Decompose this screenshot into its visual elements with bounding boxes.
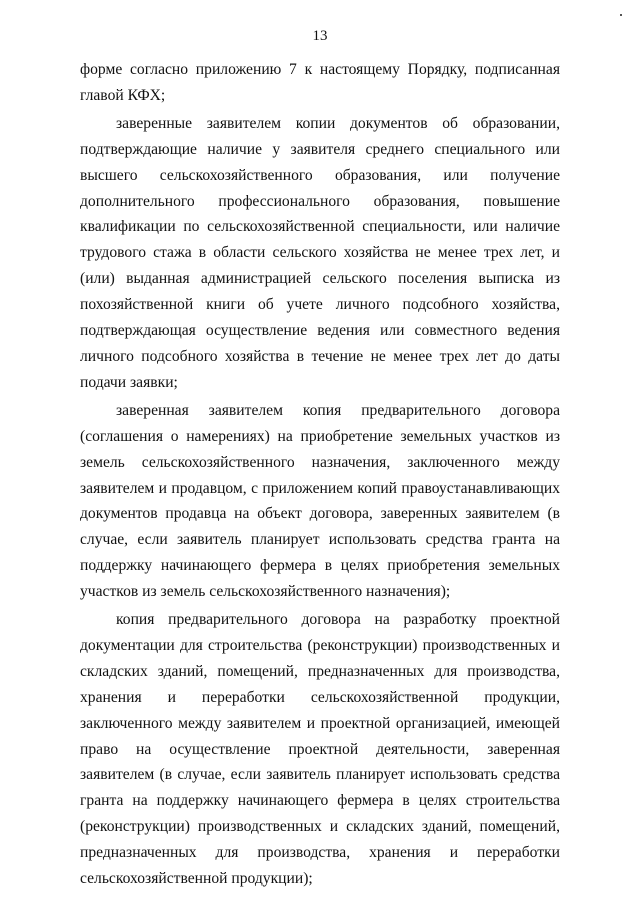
scan-speck xyxy=(620,14,622,16)
paragraph-signed-form: форме согласно приложению 7 к настоящему Порядку, подписанная главой КФХ; xyxy=(80,61,560,104)
paragraph-design-documentation-agreement: копия предварительного договора на разработку проектной документации для строительства (реконструкции) производственных и складских зданий, помещений, предназначенных для производства, хранения и переработки сельскохозяйственной продукции, заключенного между заявителем и проектной организацией, имеющей право на осуществление проектной деятельности, заверенная заявителем (в случае, если заявитель планирует использовать средства гранта на поддержку начинающего фермера в целях строительства (реконструкции) производственных и складских зданий, помещений, предназначенных для производства, хранения и переработки сельскохозяйственной продукции); xyxy=(80,611,560,888)
document-body xyxy=(80,57,560,892)
paragraph-land-purchase-agreement: заверенная заявителем копия предварительного договора (соглашения о намерениях) на приобретение земельных участков из земель сельскохозяйственного назначения, заключенного между заявителем и продавцом, с приложением копий правоустанавливающих документов продавца на объект договора, заверенных заявителем (в случае, если заявитель планирует использовать средства гранта на поддержку начинающего фермера в целях приобретения земельных участков из земель сельскохозяйственного назначения); xyxy=(80,401,560,601)
page-number: 13 xyxy=(312,28,328,44)
paragraph-education-documents: заверенные заявителем копии документов об образовании, подтверждающие наличие у заявителя среднего специального или высшего сельскохозяйственного образования, или получение дополнительного профессионального образования, повышение квалификации по сельскохозяйственной специальности, или наличие трудового стажа в области сельского хозяйства не менее трех лет, и (или) выданная администрацией сельского поселения выписка из похозяйственной книги об учете личного подсобного хозяйства, подтверждающая осуществление ведения или совместного ведения личного подсобного хозяйства в течение не менее трех лет до даты подачи заявки; xyxy=(80,114,560,391)
